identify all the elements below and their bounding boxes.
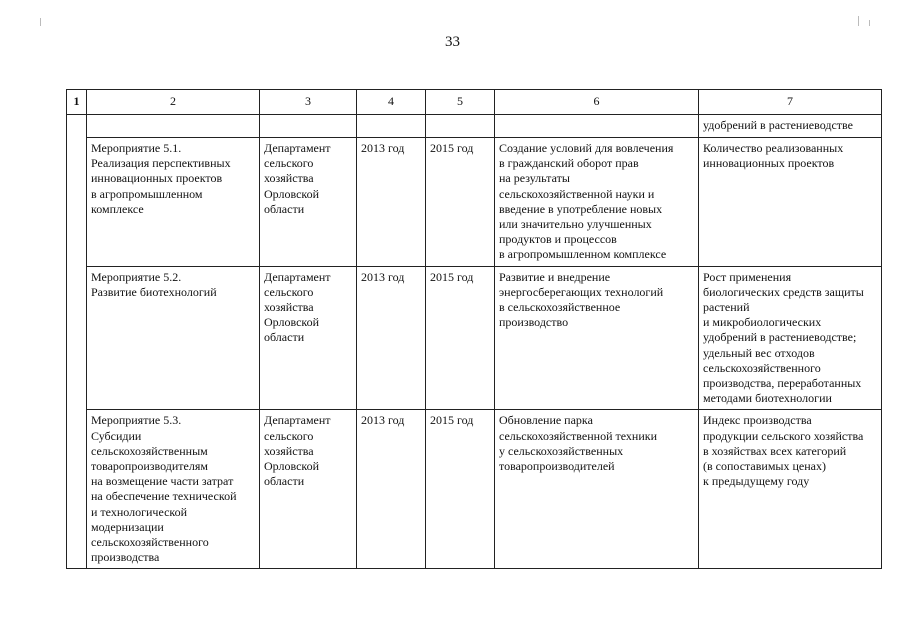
cell-text: Мероприятие 5.1. Реализация перспективных инновационных проектов в агропромышленном комплексе <box>91 141 231 216</box>
column-header-3: 3 <box>260 90 357 115</box>
table-row <box>67 410 882 569</box>
cell-start-year <box>357 266 426 410</box>
cell-indicator <box>699 138 882 267</box>
cell-measure <box>87 138 260 267</box>
table-row <box>67 138 882 267</box>
scan-mark-right <box>869 20 870 26</box>
cell-measure <box>87 266 260 410</box>
cell-text: Мероприятие 5.3. Субсидии сельскохозяйственным товаропроизводителям на возмещение части затрат на обеспечение технической и технологической модернизации сельскохозяйственного производства <box>91 413 237 565</box>
column-header-1: 1 <box>67 90 87 115</box>
cell-start-year <box>357 410 426 569</box>
cell-result-continuation <box>699 115 882 138</box>
cell-empty <box>495 115 699 138</box>
cell-executor <box>260 410 357 569</box>
table-header-row <box>67 90 882 115</box>
cell-expected-result <box>495 410 699 569</box>
cell-indicator <box>699 266 882 410</box>
cell-text: Рост применения биологических средств защиты растений и микробиологических удобрений в растениеводстве; удельный вес отходов сельскохозяйственного производства, переработанных методами биотехнологии <box>703 269 864 406</box>
cell-text: 2015 год <box>430 141 474 155</box>
cell-empty <box>426 115 495 138</box>
cell-text: Развитие и внедрение энергосберегающих технологий в сельскохозяйственное производство <box>499 269 664 330</box>
cell-text: Создание условий для вовлечения в гражданский оборот прав на результаты сельскохозяйственной науки и введение в употребление новых или значительно улучшенных продуктов и процессов в агропромышленном комплексе <box>499 141 674 262</box>
measures-table <box>66 89 882 569</box>
scan-mark-top-right <box>858 16 859 26</box>
cell-text: удобрений в растениеводстве <box>703 118 853 132</box>
cell-indicator <box>699 410 882 569</box>
cell-empty <box>357 115 426 138</box>
cell-text: Мероприятие 5.2. Развитие биотехнологий <box>91 269 217 299</box>
cell-text: Департамент сельского хозяйства Орловской области <box>264 413 331 489</box>
cell-expected-result <box>495 138 699 267</box>
column-header-4: 4 <box>357 90 426 115</box>
table-row-continuation <box>67 115 882 138</box>
cell-empty <box>260 115 357 138</box>
cell-executor <box>260 266 357 410</box>
column-header-2: 2 <box>87 90 260 115</box>
page-number: 33 <box>445 34 460 50</box>
cell-end-year <box>426 266 495 410</box>
cell-text: 2015 год <box>430 413 474 428</box>
cell-text: Департамент сельского хозяйства Орловской области <box>264 141 331 216</box>
cell-text: 2013 год <box>361 269 405 284</box>
cell-end-year <box>426 410 495 569</box>
column-header-6: 6 <box>495 90 699 115</box>
cell-text: Количество реализованных инновационных проектов <box>703 141 844 171</box>
cell-text: 2015 год <box>430 269 474 284</box>
cell-empty <box>87 115 260 138</box>
cell-text: 2013 год <box>361 413 405 428</box>
cell-end-year <box>426 138 495 267</box>
index-cell <box>67 115 87 569</box>
cell-text: Обновление парка сельскохозяйственной техники у сельскохозяйственных товаропроизводителей <box>499 413 657 474</box>
cell-executor <box>260 138 357 267</box>
cell-measure <box>87 410 260 569</box>
cell-text: 2013 год <box>361 141 405 155</box>
column-header-5: 5 <box>426 90 495 115</box>
cell-start-year <box>357 138 426 267</box>
cell-expected-result <box>495 266 699 410</box>
scan-mark-top-left <box>40 18 41 26</box>
cell-text: Департамент сельского хозяйства Орловской области <box>264 269 331 345</box>
table-row <box>67 266 882 410</box>
column-header-7: 7 <box>699 90 882 115</box>
cell-text: Индекс производства продукции сельского хозяйства в хозяйствах всех категорий (в сопоставимых ценах) к предыдущему году <box>703 413 864 489</box>
